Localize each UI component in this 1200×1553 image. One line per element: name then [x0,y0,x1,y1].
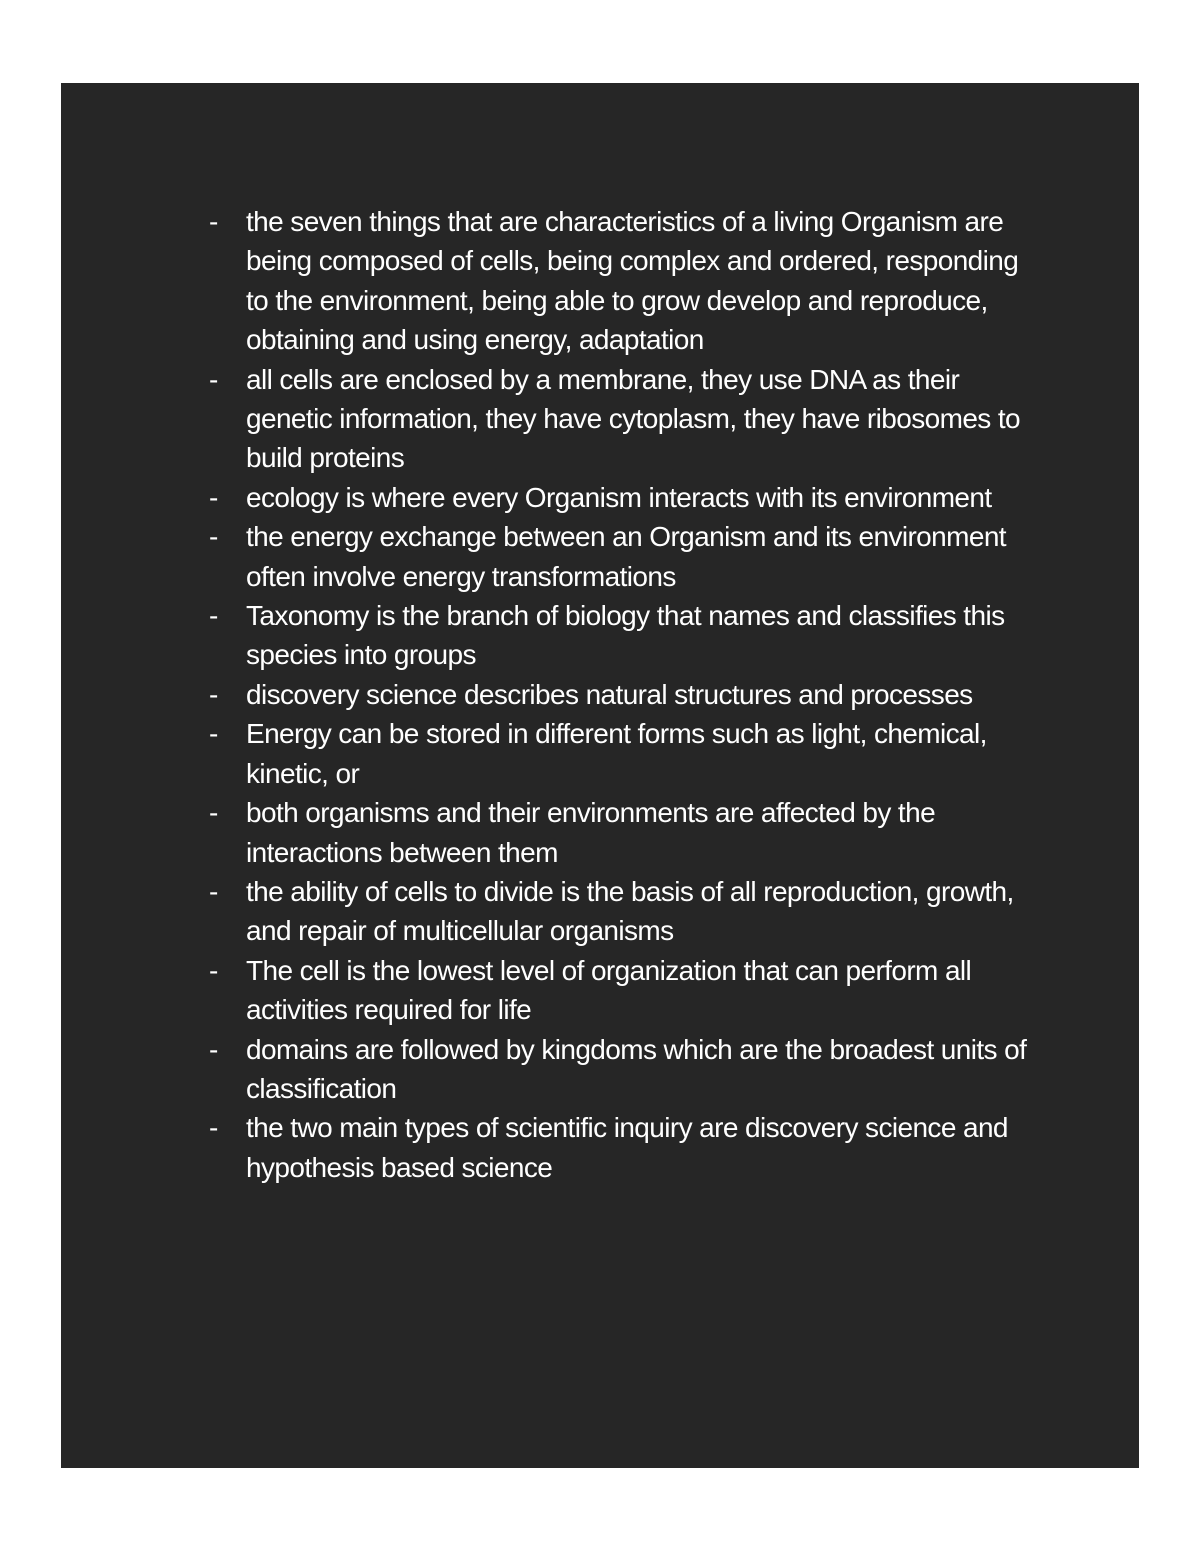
list-item [209,478,1039,517]
list-item [209,951,1039,1030]
list-item-text: The cell is the lowest level of organization that can perform all activities required for life [246,954,972,1026]
list-item [209,793,1039,872]
list-item-text: all cells are enclosed by a membrane, they use DNA as their genetic information, they have cytoplasm, they have ribosomes to build proteins [246,363,1021,474]
list-item [209,1030,1039,1109]
list-item-text: Energy can be stored in different forms such as light, chemical, kinetic, or [246,718,987,789]
list-item-text: the two main types of scientific inquiry are discovery science and hypothesis based science [246,1112,1008,1183]
list-item-text: the ability of cells to divide is the basis of all reproduction, growth, and repair of multicellular organisms [246,875,1014,947]
list-item [209,872,1039,951]
list-item-text: the energy exchange between an Organism and its environment often involve energy transformations [246,521,1006,592]
bullet-dash: - [209,481,218,513]
list-item-text: the seven things that are characteristics of a living Organism are being composed of cells, being complex and ordered, responding to the environment, being able to grow develop and reproduce, obtaining and using energy, adaptation [246,206,1019,356]
list-item [209,714,1039,793]
bullet-dash: - [209,718,218,750]
list-item-text: ecology is where every Organism interacts with its environment [246,481,992,513]
notes-list [209,202,1039,1187]
list-item [209,517,1039,596]
list-item-text: Taxonomy is the branch of biology that names and classifies this species into groups [246,600,1005,671]
bullet-dash: - [209,875,218,907]
bullet-dash: - [209,521,218,553]
bullet-dash: - [209,206,218,237]
list-item-text: discovery science describes natural structures and processes [246,678,973,710]
bullet-dash: - [209,954,218,986]
bullet-dash: - [209,1112,218,1144]
bullet-dash: - [209,797,218,829]
bullet-dash: - [209,600,218,632]
list-item [209,596,1039,675]
list-item [209,1108,1039,1187]
list-item [209,360,1039,478]
list-item [209,675,1039,714]
list-item-text: both organisms and their environments are affected by the interactions between them [246,797,936,868]
bullet-dash: - [209,363,218,395]
bullet-dash: - [209,1033,218,1065]
list-item-text: domains are followed by kingdoms which are the broadest units of classification [246,1033,1027,1104]
bullet-dash: - [209,678,218,710]
list-item [209,202,1039,360]
